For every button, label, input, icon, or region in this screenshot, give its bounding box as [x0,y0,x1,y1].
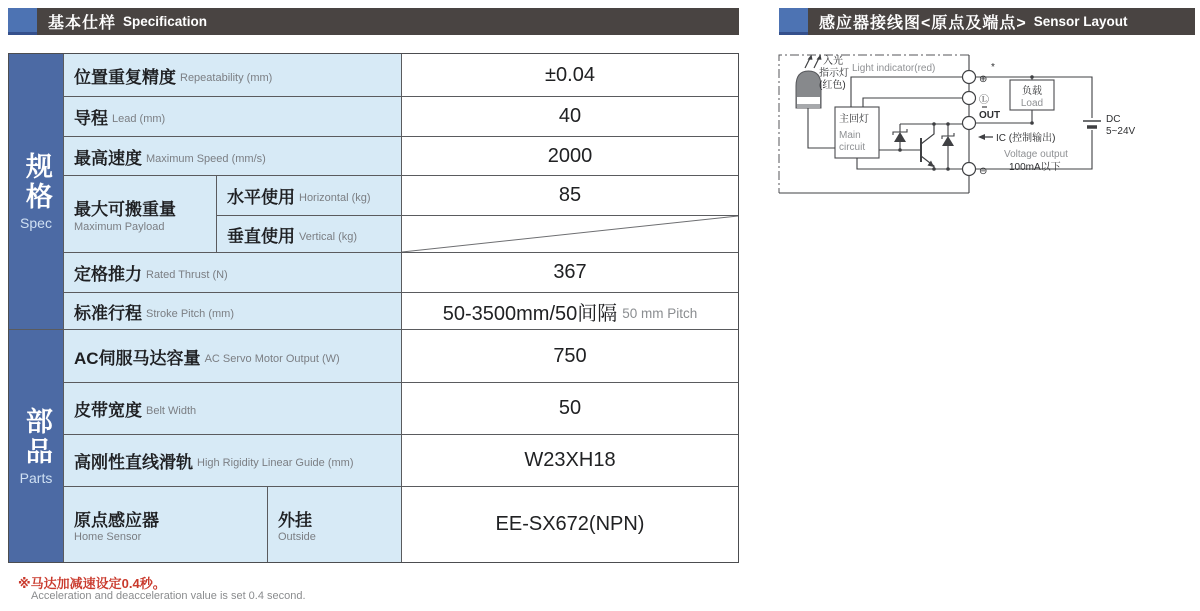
guide-label-en: High Rigidity Linear Guide (mm) [197,457,354,469]
label-load-en: Load [1020,98,1044,109]
label-indicator-lamp: 指示灯 [819,68,849,79]
row-max-speed-label [64,137,401,175]
label-incident-light: 入光 [823,56,843,67]
terminal-plus-circle [963,71,976,84]
payload-vertical-zh: 垂直使用 [227,226,295,246]
label-terminal-minus: ⊖ [979,166,988,177]
row-home-sensor-value: EE-SX672(NPN) [402,487,738,562]
sensor-wiring-diagram [776,46,1200,198]
terminal-out-circle [963,117,976,130]
row-payload-vertical-value-na [402,216,738,252]
label-red-color: (红色) [819,80,846,91]
label-asterisk: * [991,62,995,73]
incident-light-arrows-icon [805,55,822,69]
guide-label-zh: 高刚性直线滑轨 [74,453,193,472]
stroke-label-zh: 标准行程 [74,303,142,323]
lead-label-zh: 导程 [74,109,108,128]
motor-label-zh: AC伺服马达容量 [74,348,201,368]
row-payload-vertical-label [217,216,401,252]
thrust-label-en: Rated Thrust (N) [146,269,228,281]
motor-label-en: AC Servo Motor Output (W) [204,352,340,365]
header-specification-bar [37,8,739,35]
row-motor-label [64,330,401,382]
header-specification-title-en: Specification [123,14,208,29]
thrust-label-zh: 定格推力 [74,265,142,284]
label-out: OUT [979,110,1001,121]
accent-square-icon [8,8,37,35]
row-max-speed-value: 2000 [402,137,738,175]
home-sensor-outside-en: Outside [278,531,316,543]
header-specification [8,8,739,35]
row-thrust-label [64,253,401,292]
accent-square-icon [779,8,808,35]
sidebar-spec-label-zh: 规格 [21,152,52,212]
label-main-circuit-en2: circuit [839,142,866,153]
sidebar-parts-label-en: Parts [19,469,53,486]
row-motor-value: 750 [402,330,738,382]
na-diagonal-line [402,216,738,252]
ic-arrow-icon [978,134,993,140]
row-payload-horizontal-value: 85 [402,176,738,215]
row-thrust-value: 367 [402,253,738,292]
sidebar-section-spec [9,54,63,329]
header-specification-title-zh: 基本仕样 [48,15,117,32]
row-payload-label [64,176,216,252]
home-sensor-outside-zh: 外挂 [278,511,312,530]
row-repeatability-label [64,54,401,96]
label-voltage-output: Voltage output [1004,149,1068,160]
stroke-label-en: Stroke Pitch (mm) [146,307,235,320]
belt-label-en: Belt Width [146,405,197,417]
label-terminal-l: Ⓛ [979,95,989,106]
home-sensor-label-cell [64,487,268,562]
footnote-acceleration-zh: ※马达加减速设定0.4秒。 [18,576,166,591]
sidebar-spec-label-en: Spec [20,215,52,231]
payload-label-zh: 最大可搬重量 [74,200,176,219]
label-ic: IC (控制输出) [996,133,1056,144]
zener-diode-icon [942,124,954,169]
stroke-value-suffix: 50 mm Pitch [622,305,698,321]
belt-label-zh: 皮带宽度 [74,401,142,420]
repeatability-label-en: Repeatability (mm) [180,71,273,84]
payload-horizontal-en: Horizontal (kg) [299,192,371,204]
footnote-acceleration-en: Acceleration and deacceleration value is set 0.4 second. [31,590,306,602]
row-payload-horizontal-label [217,176,401,215]
row-lead-label [64,97,401,136]
row-guide-value: W23XH18 [402,435,738,486]
main-circuit-box [835,107,879,158]
spec-table [8,53,739,563]
label-dc: DC [1106,114,1121,125]
terminal-minus-circle [963,163,976,176]
led-icon [796,71,821,108]
payload-vertical-en: Vertical (kg) [299,230,358,243]
row-belt-value: 50 [402,383,738,434]
row-lead-value: 40 [402,97,738,136]
max-speed-label-en: Maximum Speed (mm/s) [146,152,266,165]
row-belt-label [64,383,401,434]
header-sensor-layout [779,8,1195,35]
row-stroke-label [64,293,401,329]
sidebar-section-parts [9,330,63,562]
label-main-circuit-zh: 主回灯 [839,114,869,125]
load-box [1010,80,1054,110]
sidebar-parts-label-zh: 部品 [21,406,52,467]
label-load-zh: 负载 [1022,86,1042,97]
repeatability-label-zh: 位置重复精度 [74,67,176,87]
label-terminal-plus: ⊕ [979,74,988,85]
home-sensor-zh: 原点感应器 [74,511,159,530]
row-stroke-value [402,293,738,329]
row-home-sensor-label [64,487,401,562]
label-light-indicator: Light indicator(red) [852,63,936,74]
payload-label-en: Maximum Payload [74,221,165,233]
max-speed-label-zh: 最高速度 [74,148,142,168]
header-sensor-layout-title-en: Sensor Layout [1033,14,1128,29]
label-current-limit: 100mA以下 [1009,162,1061,173]
header-sensor-layout-title-zh: 感应器接线图<原点及端点> [819,15,1027,32]
zener-diode-icon [893,124,907,150]
row-repeatability-value: ±0.04 [402,54,738,96]
label-dc-range: 5~24V [1106,126,1136,137]
home-sensor-outside-cell [268,487,401,562]
lead-label-en: Lead (mm) [112,113,166,125]
payload-horizontal-zh: 水平使用 [227,188,295,207]
row-guide-label [64,435,401,486]
transistor-icon [921,124,934,169]
home-sensor-en: Home Sensor [74,531,142,543]
stroke-value-main: 50-3500mm/50间隔 [442,302,618,325]
label-main-circuit-en1: Main [839,130,861,141]
battery-icon [1083,121,1101,127]
header-sensor-layout-bar [808,8,1195,35]
terminal-l-circle [963,92,976,105]
